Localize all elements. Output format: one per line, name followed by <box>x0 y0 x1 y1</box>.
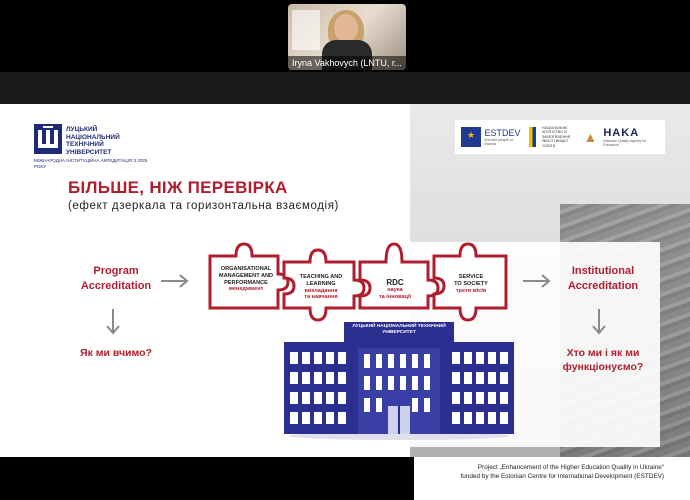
puzzle-piece-1 <box>210 266 282 293</box>
puzzle-piece-3 <box>362 278 428 301</box>
estdev-name: ESTDEV <box>484 128 521 138</box>
institutional-accreditation-heading <box>548 264 658 294</box>
left-heading-line2: Accreditation <box>80 280 152 292</box>
right-question-line2: функціонуємо? <box>562 361 644 373</box>
video-gap <box>0 72 690 104</box>
shared-slide <box>0 104 690 457</box>
university-name: ЛУЦЬКИЙ НАЦІОНАЛЬНИЙ ТЕХНІЧНИЙ УНІВЕРСИТЕТ <box>66 126 120 156</box>
right-heading-line1: Institutional <box>571 265 635 277</box>
agency-logo-icon <box>529 127 536 147</box>
piece-3-ua-label-line1: наука <box>387 287 403 293</box>
agency-name: НАЦІОНАЛЬНЕ АГЕНТСТВО ІЗ ЗАБЕЗПЕЧЕННЯ ЯКОСТІ ВИЩОЇ ОСВІТИ <box>542 125 571 148</box>
project-footer <box>414 457 690 500</box>
piece-2-ua-label-line1: викладання <box>304 287 338 294</box>
right-question-line1: Хто ми і як ми <box>566 347 640 359</box>
arrow-down-left-icon <box>106 308 120 336</box>
puzzle-piece-4 <box>438 274 504 294</box>
university-logo-icon <box>34 124 62 154</box>
participant-face <box>334 14 358 42</box>
puzzle-diagram <box>196 236 520 322</box>
building-sign: ЛУЦЬКИЙ НАЦІОНАЛЬНИЙ ТЕХНІЧНИЙ УНІВЕРСИТЕТ <box>352 324 446 335</box>
meeting-top-bar <box>0 0 690 72</box>
piece-3-ua-label-line2: та інновації <box>378 293 412 300</box>
left-question: Як ми вчимо? <box>80 347 152 359</box>
piece-4-label-line2: TO SOCIETY <box>454 280 488 287</box>
piece-2-ua-label-line2: та навчання <box>304 294 338 301</box>
arrow-right-right-icon <box>522 274 552 288</box>
piece-2-label-line1: TEACHING AND <box>299 274 343 280</box>
participant-name-label: Iryna Vakhovych (LNTU, r... <box>288 56 406 70</box>
piece-1-label-line1: ORGANISATIONAL <box>220 266 272 272</box>
arrow-down-right-icon <box>592 308 606 336</box>
right-question <box>548 346 658 374</box>
estdev-flag-icon <box>461 127 481 147</box>
footer-line1: Project „Enhancement of the Higher Education Quality in Ukraine“ <box>477 464 664 471</box>
piece-1-label-line2: MANAGEMENT AND <box>218 272 274 279</box>
university-building-illustration <box>284 320 514 440</box>
slide-subtitle: (ефект дзеркала та горизонтальна взаємодія) <box>68 200 339 212</box>
piece-1-ua-label: менеджмент <box>228 286 264 293</box>
left-heading-line1: Program <box>93 265 139 277</box>
haka-name: HAKA <box>603 126 640 139</box>
arrow-right-left-icon <box>160 274 190 288</box>
right-heading-line2: Accreditation <box>567 280 639 292</box>
haka-subtitle: Estonian Quality Agency for Education <box>603 138 647 147</box>
program-accreditation-heading <box>66 264 166 294</box>
slide-title: БІЛЬШЕ, НІЖ ПЕРЕВІРКА <box>68 178 288 197</box>
participant-video-tile[interactable] <box>288 4 406 70</box>
piece-3-label: RDC <box>386 278 404 287</box>
piece-4-label-line1: SERVICE <box>458 274 484 280</box>
background-shelf <box>292 10 320 50</box>
footer-line2: funded by the Estonian Centre for International Development (ESTDEV) <box>460 473 664 480</box>
accreditation-note: МІЖНАРОДНА ІНСТИТУЦІЙНА АКРЕДИТАЦІЯ З 2025 РОКУ <box>34 158 148 169</box>
piece-1-label-line3: PERFORMANCE <box>224 279 268 286</box>
partner-logos <box>455 120 665 154</box>
puzzle-piece-2 <box>286 274 356 301</box>
piece-4-ua-label: третя місія <box>455 287 487 294</box>
estdev-subtitle: from the people of Estonia <box>484 138 513 146</box>
estdev-logo <box>461 127 523 147</box>
piece-2-label-line2: LEARNING <box>306 280 336 287</box>
haka-logo-icon: ▲ <box>583 129 598 145</box>
